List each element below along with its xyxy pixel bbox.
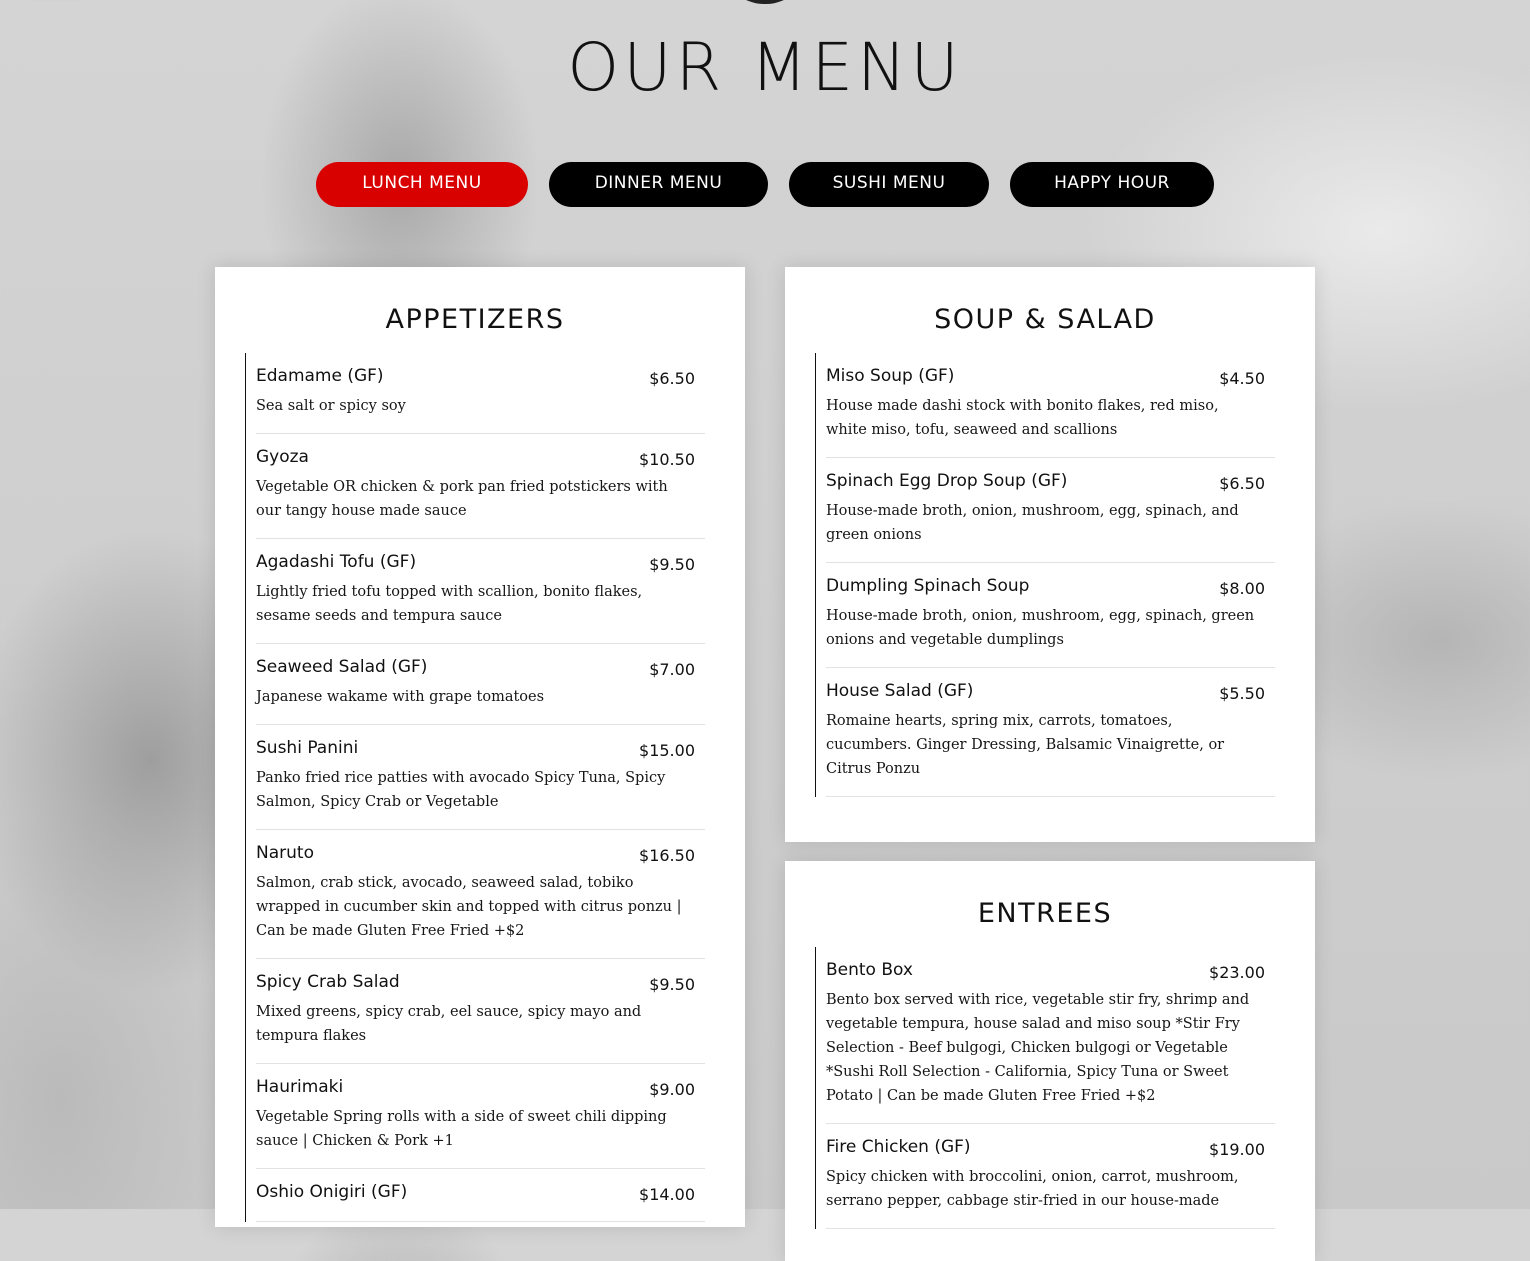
item-description: Vegetable Spring rolls with a side of sweet chili dipping sauce | Chicken & Pork +1 bbox=[256, 1109, 667, 1149]
item-price: $9.50 bbox=[649, 975, 695, 994]
item-price: $19.00 bbox=[1209, 1140, 1265, 1159]
item-price: $6.50 bbox=[649, 369, 695, 388]
item-price: $15.00 bbox=[639, 741, 695, 760]
menu-item bbox=[826, 1124, 1275, 1229]
tab-happy-hour[interactable]: HAPPY HOUR bbox=[1010, 162, 1214, 207]
menu-item bbox=[826, 668, 1275, 797]
item-name: Edamame (GF) bbox=[256, 366, 384, 386]
page-title: OUR MENU bbox=[567, 29, 963, 106]
item-description: House-made broth, onion, mushroom, egg, spinach, and green onions bbox=[826, 503, 1239, 543]
tab-dinner-menu[interactable]: DINNER MENU bbox=[549, 162, 768, 207]
menu-item bbox=[826, 353, 1275, 458]
logo-mark bbox=[722, 0, 808, 4]
section-title: APPETIZERS bbox=[385, 304, 565, 335]
appetizers-card bbox=[215, 267, 745, 1227]
item-name: Oshio Onigiri (GF) bbox=[256, 1182, 408, 1202]
item-name: House Salad (GF) bbox=[826, 681, 974, 701]
item-name: Sushi Panini bbox=[256, 738, 359, 758]
menu-item bbox=[256, 830, 705, 959]
item-price: $6.50 bbox=[1219, 474, 1265, 493]
menu-item bbox=[256, 1169, 705, 1222]
item-description: Lightly fried tofu topped with scallion, bonito flakes, sesame seeds and tempura sauce bbox=[256, 584, 643, 624]
item-description: House-made broth, onion, mushroom, egg, spinach, green onions and vegetable dumplings bbox=[826, 608, 1255, 648]
appetizers-list bbox=[245, 353, 705, 1222]
menu-item bbox=[826, 947, 1275, 1124]
menu-item bbox=[256, 539, 705, 644]
item-price: $16.50 bbox=[639, 846, 695, 865]
tab-sushi-menu[interactable]: SUSHI MENU bbox=[789, 162, 989, 207]
item-name: Seaweed Salad (GF) bbox=[256, 657, 428, 677]
item-description: Mixed greens, spicy crab, eel sauce, spicy mayo and tempura flakes bbox=[256, 1004, 642, 1044]
item-description: Sea salt or spicy soy bbox=[256, 398, 406, 414]
item-description: Romaine hearts, spring mix, carrots, tomatoes, cucumbers. Ginger Dressing, Balsamic Vinaigrette, or Citrus Ponzu bbox=[826, 713, 1225, 777]
menu-item bbox=[256, 1064, 705, 1169]
section-title: SOUP & SALAD bbox=[934, 304, 1156, 335]
menu-item bbox=[256, 959, 705, 1064]
item-name: Bento Box bbox=[826, 960, 913, 980]
menu-tabs bbox=[0, 162, 1530, 207]
section-title: ENTREES bbox=[977, 898, 1113, 929]
menu-item bbox=[256, 434, 705, 539]
item-name: Agadashi Tofu (GF) bbox=[256, 552, 417, 572]
item-price: $9.00 bbox=[649, 1080, 695, 1099]
item-name: Miso Soup (GF) bbox=[826, 366, 955, 386]
tab-lunch-menu[interactable]: LUNCH MENU bbox=[316, 162, 528, 207]
item-description: House made dashi stock with bonito flakes, red miso, white miso, tofu, seaweed and scallions bbox=[826, 398, 1219, 438]
item-price: $10.50 bbox=[639, 450, 695, 469]
item-description: Vegetable OR chicken & pork pan fried potstickers with our tangy house made sauce bbox=[256, 479, 668, 519]
menu-item bbox=[256, 725, 705, 830]
item-name: Gyoza bbox=[256, 447, 309, 467]
item-price: $9.50 bbox=[649, 555, 695, 574]
menu-item bbox=[826, 563, 1275, 668]
entrees-card bbox=[785, 861, 1315, 1261]
soup-salad-list bbox=[815, 353, 1275, 797]
entrees-list bbox=[815, 947, 1275, 1229]
soup-salad-card bbox=[785, 267, 1315, 842]
item-price: $5.50 bbox=[1219, 684, 1265, 703]
item-name: Naruto bbox=[256, 843, 314, 863]
item-price: $4.50 bbox=[1219, 369, 1265, 388]
item-price: $14.00 bbox=[639, 1185, 695, 1204]
item-name: Dumpling Spinach Soup bbox=[826, 576, 1030, 596]
menu-item bbox=[826, 458, 1275, 563]
item-name: Spicy Crab Salad bbox=[256, 972, 400, 992]
item-price: $8.00 bbox=[1219, 579, 1265, 598]
menu-item bbox=[256, 353, 705, 434]
menu-item bbox=[256, 644, 705, 725]
item-description: Bento box served with rice, vegetable stir fry, shrimp and vegetable tempura, house salad and miso soup *Stir Fry Selection - Beef bulgogi, Chicken bulgogi or Vegetable *Sushi Roll Selection - California, Spicy Tuna or Sweet Potato | Can be made Gluten Free Fried +$2 bbox=[826, 992, 1250, 1104]
item-price: $7.00 bbox=[649, 660, 695, 679]
item-name: Fire Chicken (GF) bbox=[826, 1137, 971, 1157]
item-description: Japanese wakame with grape tomatoes bbox=[256, 689, 545, 705]
item-description: Spicy chicken with broccolini, onion, carrot, mushroom, serrano pepper, cabbage stir-fried in our house-made bbox=[826, 1169, 1239, 1209]
item-price: $23.00 bbox=[1209, 963, 1265, 982]
item-description: Panko fried rice patties with avocado Spicy Tuna, Spicy Salmon, Spicy Crab or Vegetable bbox=[256, 770, 666, 810]
item-name: Haurimaki bbox=[256, 1077, 344, 1097]
item-name: Spinach Egg Drop Soup (GF) bbox=[826, 471, 1068, 491]
item-description: Salmon, crab stick, avocado, seaweed salad, tobiko wrapped in cucumber skin and topped with citrus ponzu | Can be made Gluten Free Fried +$2 bbox=[256, 875, 682, 939]
